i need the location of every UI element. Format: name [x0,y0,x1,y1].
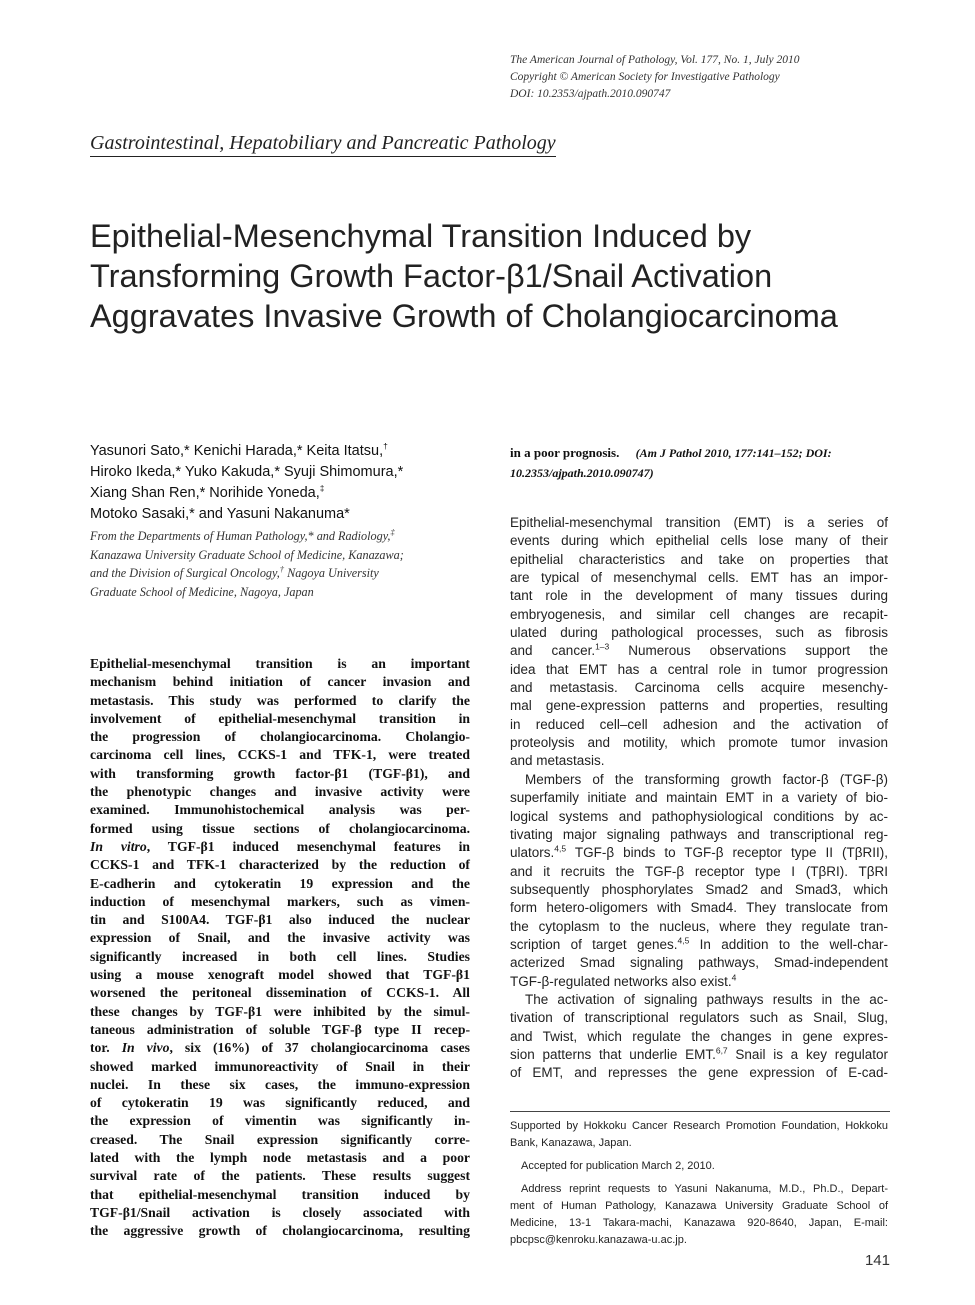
body-line: form hetero-oligomers with Smad4. They translocate from [510,900,888,916]
author-marker: † [383,441,388,452]
body-line [510,973,888,991]
footnotes [510,1118,888,1249]
abstract-line: using a mouse xenograft model showed that TGF-β1 [90,967,470,983]
body-line: tivation of transcriptional regulators such as Snail, Slug, [510,1010,888,1026]
reference-link[interactable]: 1–3 [595,641,610,652]
footnote-address: Medicine, 13-1 Takara-machi, Kanazawa 920-8640, Japan, E-mail: [510,1217,888,1229]
body-line: mal gene-expression patterns and properties, resulting [510,698,888,714]
body-line: in reduced cell–cell adhesion and the activation of [510,716,888,732]
section-heading: Gastrointestinal, Hepatobiliary and Pancreatic Pathology [90,132,556,157]
author-line: Xiang Shan Ren,* Norihide Yoneda, [90,485,320,501]
abstract-italic-term: In vitro [90,838,147,854]
abstract-line: with transforming growth factor-β1 (TGF-β1), and [90,765,470,781]
footnote-email[interactable]: pbcpsc@kenroku.kanazawa-u.ac.jp. [510,1234,687,1246]
abstract-line: worsened the peritoneal dissemination of CCKS-1. All [90,985,470,1001]
body-line [510,936,888,954]
body-line: are typical of mesenchymal cells. EMT has an impor- [510,570,888,586]
body-text-run: In addition to the well-char- [689,936,888,952]
body-line: and metastasis. Carcinoma cells acquire mesenchy- [510,680,888,696]
abstract-line: these changes by TGF-β1 were inhibited by the simul- [90,1003,470,1019]
abstract-end: in a poor prognosis. [510,445,620,460]
abstract-line: involvement of epithelial-mesenchymal transition in [90,710,470,726]
affiliation-line: Nagoya University [284,566,379,580]
citation-link[interactable]: (Am J Pathol 2010, 177:141–152; DOI: [635,446,832,460]
abstract-line: formed using tissue sections of cholangiocarcinoma. [90,820,470,836]
abstract-line: the phenotypic changes and invasive activity were [90,784,470,800]
body-line: the cytoplasm to the nucleus, where they regulate tran- [510,918,888,934]
abstract-line: showed marked immunoreactivity of Snail in their [90,1058,470,1074]
abstract [90,655,470,1241]
abstract-line: that epithelial-mesenchymal transition induced by [90,1186,470,1202]
affiliation-line: Kanazawa University Graduate School of Medicine, Kanazawa; [90,547,404,562]
abstract-line: E-cadherin and cytokeratin 19 expression and the [90,875,470,891]
abstract-line: the progression of cholangiocarcinoma. Cholangio- [90,729,470,745]
article-title [90,216,920,336]
reference-link[interactable]: 4 [731,972,737,983]
body-text-run: TGF-β binds to TGF-β receptor type II (TβRII), [566,845,888,861]
reference-link[interactable]: 6,7 [715,1045,728,1056]
title-line: Epithelial-Mesenchymal Transition Induced by [90,218,752,254]
body-text-run: ulators. [510,845,555,861]
abstract-line: TGF-β1/Snail activation is closely associated with [90,1204,470,1220]
body-line: Epithelial-mesenchymal transition (EMT) is a series of [510,515,888,530]
body-line: of EMT, and represses the gene expression of E-cad- [510,1065,888,1081]
body-line: tant role in the development of many tissues during [510,588,888,604]
abstract-line: creased. The Snail expression significantly corre- [90,1131,470,1147]
body-text-run: and cancer. [510,643,596,659]
abstract-line: expression of Snail, and the invasive activity was [90,930,470,946]
abstract-line: survival rate of the patients. These results suggest [90,1168,470,1184]
abstract-line: taneous administration of soluble TGF-β type II recep- [90,1021,470,1037]
footnote-address: ment of Human Pathology, Kanazawa University Graduate School of [510,1200,888,1212]
abstract-italic-term: In vivo [121,1040,170,1056]
abstract-line: the expression of vimentin was significantly in- [90,1113,470,1129]
citation-doi[interactable]: 10.2353/ajpath.2010.090747) [510,466,654,480]
abstract-line: of cytokeratin 19 was significantly reduced, and [90,1095,470,1111]
body-line: proteolysis and motility, which promote tumor invasion [510,735,888,751]
abstract-line: In vitro, TGF-β1 induced mesenchymal features in [90,838,470,854]
affiliation-line: Graduate School of Medicine, Nagoya, Japan [90,584,314,599]
author-line: Motoko Sasaki,* and Yasuni Nakanuma* [90,506,350,522]
page-number: 141 [864,1252,890,1269]
abstract-line: the aggressive growth of cholangiocarcinoma, resulting [90,1223,470,1239]
body-text-run: Snail is a key regulator [727,1046,888,1062]
body-line: and metastasis. [510,753,605,769]
footnote-support: Supported by Hokkoku Cancer Research Promotion Foundation, Hokkoku [510,1120,888,1132]
journal-citation: The American Journal of Pathology, Vol. 177, No. 1, July 2010 [510,54,800,66]
body-line: The activation of signaling pathways results in the ac- [525,991,888,1007]
footnote-divider [510,1111,890,1112]
author-marker: ‡ [319,483,325,494]
affiliation-marker: † [279,563,285,574]
body-line: idea that EMT has a central role in tumor progression [510,661,888,677]
body-line: acterized Smad signaling pathways, Smad-independent [510,955,888,971]
body-text-run: TGF-β-regulated networks also exist. [510,973,732,989]
body-line: logical systems and pathophysiological conditions by ac- [510,808,888,824]
author-list [90,441,480,525]
abstract-line: examined. Immunohistochemical analysis was per- [90,802,470,818]
title-line: Aggravates Invasive Growth of Cholangiocarcinoma [90,298,838,334]
abstract-line: significantly increased in both cell lines. Studies [90,948,470,964]
body-text-run: scription of target genes. [510,936,678,952]
body-line [510,844,888,862]
body-line: tivating major signaling pathways and transcriptional reg- [510,826,888,842]
abstract-line: mechanism behind initiation of cancer invasion and [90,674,470,690]
abstract-line: nuclei. In these six cases, the immuno-expression [90,1076,470,1092]
journal-copyright: Copyright © American Society for Investigative Pathology [510,71,780,83]
affiliation-marker: ‡ [390,526,395,537]
abstract-line: Epithelial-mesenchymal transition is an important [90,656,470,671]
abstract-continuation [510,443,890,483]
body-line: subsequently phosphorylates Smad2 and Smad3, which [510,881,888,897]
body-line: events during which epithelial cells lose many of their [510,533,888,549]
affiliation-line: and the Division of Surgical Oncology, [90,566,280,580]
abstract-line: tor. In vivo, six (16%) of 37 cholangiocarcinoma cases [90,1040,470,1056]
footnote-support: Bank, Kanazawa, Japan. [510,1137,632,1149]
body-line: ulated during pathological processes, such as fibrosis [510,625,888,641]
footnote-address: Address reprint requests to Yasuni Nakanuma, M.D., Ph.D., Depart- [521,1183,888,1195]
author-line: Yasunori Sato,* Kenichi Harada,* Keita Itatsu, [90,443,384,459]
body-text-run: sion patterns that underlie EMT. [510,1046,716,1062]
affiliation-line: From the Departments of Human Pathology,* and Radiology, [90,529,391,543]
body-line: and Twist, which regulate the changes in gene expres- [510,1028,888,1044]
reference-link[interactable]: 4,5 [554,843,567,854]
journal-info [510,52,930,103]
abstract-line: tin and S100A4. TGF-β1 also induced the nuclear [90,912,470,928]
body-line: embryogenesis, and similar cell changes are recapit- [510,606,888,622]
abstract-line: CCKS-1 and TFK-1 characterized by the reduction of [90,857,470,873]
footnote-accepted: Accepted for publication March 2, 2010. [521,1160,715,1172]
body-line: superfamily initiate and maintain EMT in a variety of bio- [510,790,888,806]
abstract-line: carcinoma cell lines, CCKS-1 and TFK-1, were treated [90,747,470,763]
abstract-line: induction of mesenchymal markers, such as vimen- [90,893,470,909]
journal-doi: DOI: 10.2353/ajpath.2010.090747 [510,88,671,100]
title-line: Transforming Growth Factor-β1/Snail Activation [90,258,773,294]
body-line [510,1046,888,1064]
body-line [510,642,888,660]
abstract-line: lated with the lymph node metastasis and a poor [90,1150,470,1166]
author-line: Hiroko Ikeda,* Yuko Kakuda,* Syuji Shimomura,* [90,464,404,480]
body-line: and it recruits the TGF-β receptor type I (TβRI). TβRI [510,863,888,879]
body-text [510,514,888,1083]
body-line: Members of the transforming growth factor-β (TGF-β) [525,771,888,787]
reference-link[interactable]: 4,5 [677,935,690,946]
abstract-line: metastasis. This study was performed to clarify the [90,692,470,708]
body-line: epithelial characteristics and take on properties that [510,551,888,567]
affiliation [90,527,470,601]
body-text-run: Numerous observations support the [609,643,888,659]
